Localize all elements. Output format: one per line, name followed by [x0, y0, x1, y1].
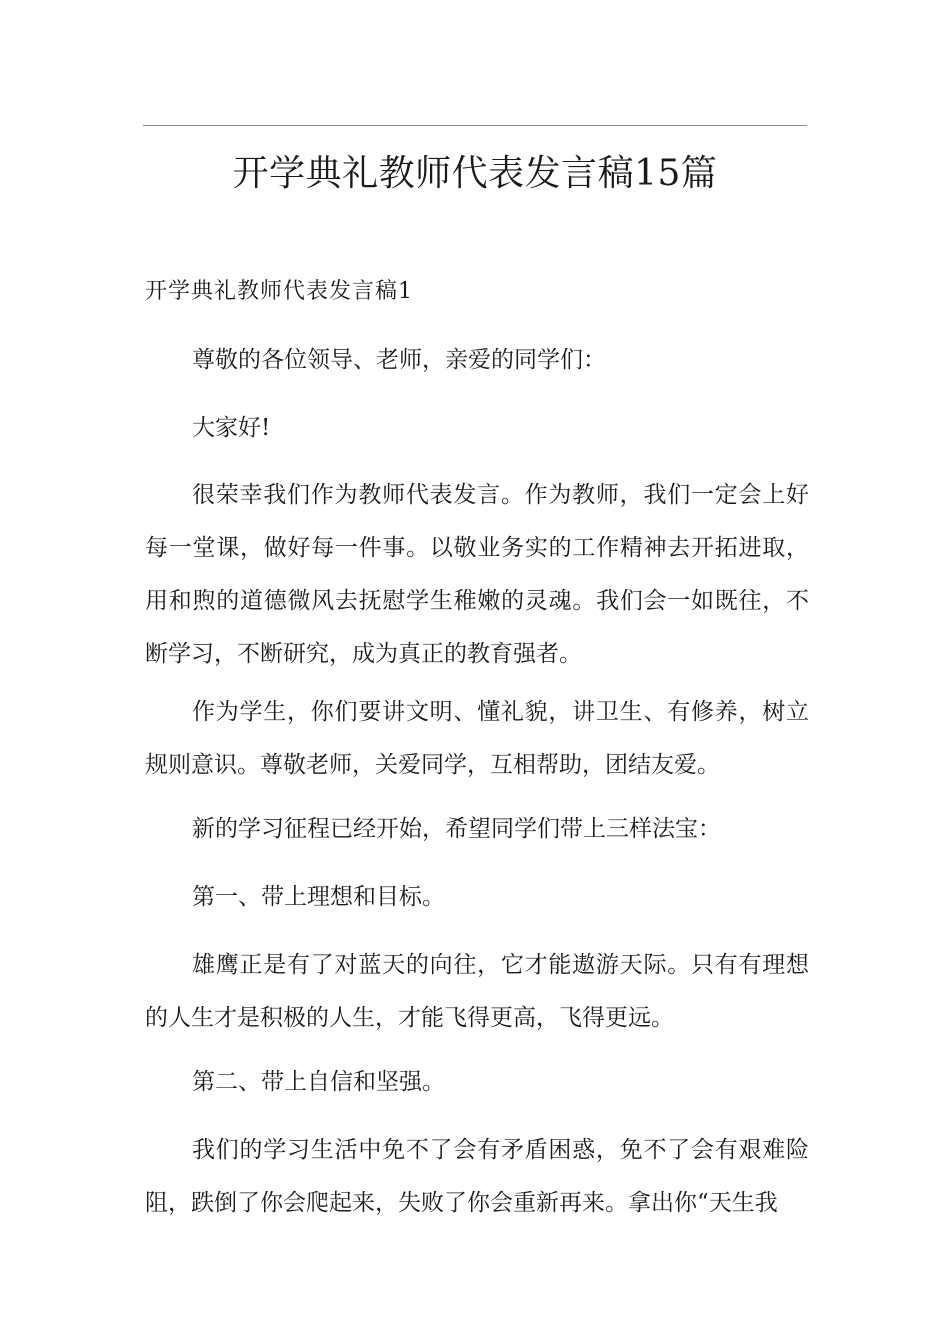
paragraph-eagle: 雄鹰正是有了对蓝天的向往，它才能遨游天际。只有有理想的人生才是积极的人生，才能飞得更高，飞得更远。 — [145, 952, 809, 1031]
section-title: 开学典礼教师代表发言稿1 — [145, 279, 413, 304]
document-title: 开学典礼教师代表发言稿15篇 — [232, 153, 718, 194]
paragraph-hello: 大家好! — [192, 415, 271, 441]
paragraph-first: 第一、带上理想和目标。 — [192, 884, 445, 910]
header-rule — [143, 125, 807, 126]
paragraph-teacher-commitment: 很荣幸我们作为教师代表发言。作为教师，我们一定会上好每一堂课，做好每一件事。以敬业务实的工作精神去开拓进取，用和煦的道德微风去抚慰学生稚嫩的灵魂。我们会一如既往，不断学习，不断研究，成为真正的教育强者。 — [145, 482, 809, 667]
paragraph-three-treasures: 新的学习征程已经开始，希望同学们带上三样法宝： — [192, 816, 721, 842]
paragraph-second: 第二、带上自信和坚强。 — [192, 1069, 445, 1095]
paragraph-student-expectations: 作为学生，你们要讲文明、懂礼貌，讲卫生、有修养，树立规则意识。尊敬老师，关爱同学，互相帮助，团结友爱。 — [145, 699, 809, 778]
paragraph-greeting: 尊敬的各位领导、老师，亲爱的同学们： — [192, 347, 606, 373]
paragraph-difficulties: 我们的学习生活中免不了会有矛盾困惑，免不了会有艰难险阻，跌倒了你会爬起来，失败了你会重新再来。拿出你“天生我 — [145, 1137, 809, 1216]
